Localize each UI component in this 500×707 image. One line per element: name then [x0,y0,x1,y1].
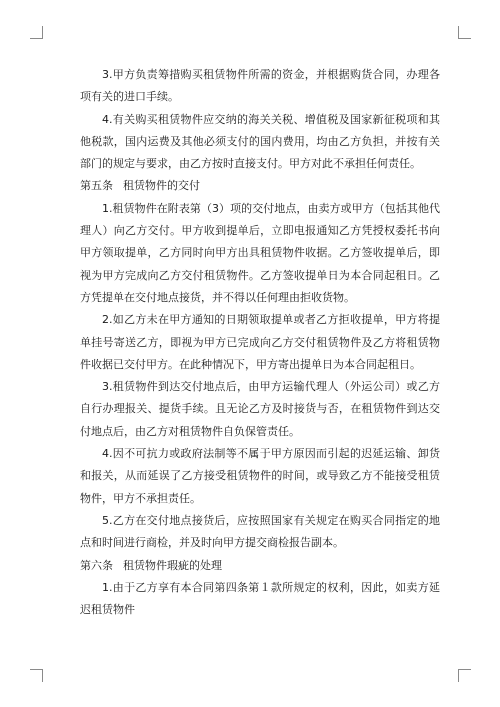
clause-paragraph: 3.租赁物件到达交付地点后，由甲方运输代理人（外运公司）或乙方自行办理报关、提货手续。且无论乙方及时接货与否，在租赁物件到达交付地点后，由乙方对租赁物件自负保管责任。 [80,380,440,438]
clause-paragraph: 3.甲方负责筹措购买租赁物件所需的资金，并根据购货合同，办理各项有关的进口手续。 [80,68,440,104]
clause-paragraph: 5.乙方在交付地点接货后，应按照国家有关规定在购买合同指定的地点和时间进行商检，并及时向甲方提交商检报告副本。 [80,513,440,550]
clause-paragraph: 1.租赁物件在附表第（3）项的交付地点，由卖方或甲方（包括其他代理人）向乙方交付。甲方收到提单后，立即电报通知乙方凭授权委托书向甲方领取提单，乙方同时向甲方出具租赁物件收据。乙方签收提单后，即视为甲方完成向乙方交付租赁物件。乙方签收提单日为本合同起租日。乙方凭提单在交付地点接货，并不得以任何理由拒收货物。 [80,201,440,304]
article-heading [80,175,440,197]
article-number: 第五条 [80,179,113,193]
clause-paragraph: 4.因不可抗力或政府法制等不属于甲方原因而引起的迟延运输、卸货和报关，从而延误了乙方接受租赁物件的时间，或导致乙方不能接受租赁物件，甲方不承担责任。 [80,447,440,505]
clause-paragraph: 2.如乙方未在甲方通知的日期领取提单或者乙方拒收提单，甲方将提单挂号寄送乙方，即视为甲方已完成向乙方交付租赁物件及乙方将租赁物件收据已交付甲方。在此种情况下，甲方寄出提单日为本合同起租日。 [80,313,440,371]
crop-mark-top-right [458,26,471,39]
clause-paragraph: 1.由于乙方享有本合同第四条第１款所规定的权利，因此，如卖方延迟租赁物件 [80,580,440,617]
article-title: 租赁物件瑕疵的处理 [123,558,222,572]
article-heading [80,555,440,577]
clause-paragraph: 4.有关购买租赁物件应交纳的海关关税、增值税及国家新征税项和其他税款，国内运费及其他必须支付的国内费用，均由乙方负担，并按有关部门的规定与要求，由乙方按时直接支付。甲方对此不承担任何责任。 [80,112,440,171]
crop-mark-bottom-left [30,669,43,682]
article-number: 第六条 [80,558,113,572]
crop-mark-top-left [30,26,43,39]
document-body [80,64,440,621]
crop-mark-bottom-right [458,669,471,682]
article-title: 租赁物件的交付 [123,179,200,193]
